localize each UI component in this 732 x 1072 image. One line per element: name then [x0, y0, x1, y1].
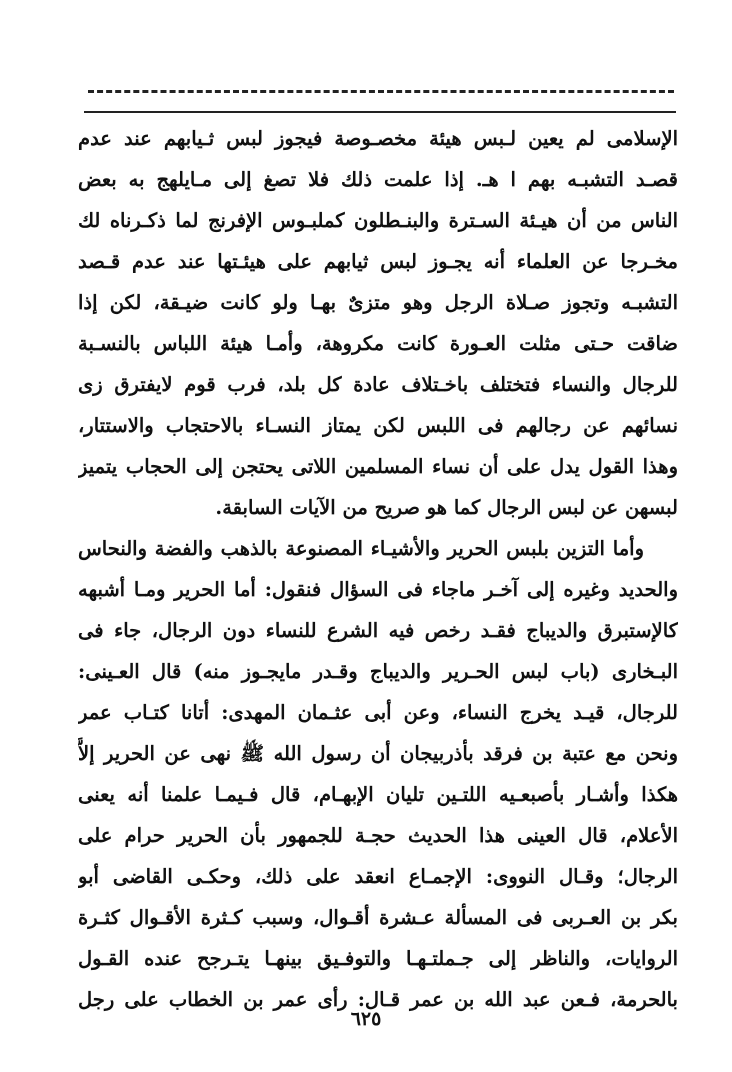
- text-line: ضاقت حـتى مثلت العـورة كانت مكروهة، وأمـا هيئة اللباس بالنسـبة: [78, 332, 678, 355]
- text-line: البـخارى (باب لبس الحـرير والديباج وقـدر مايجـوز منه) قال العـينى:: [78, 660, 678, 683]
- text-line: الروايات، والناظر إلى جـملتـهـا والتوفـيق بينهـا يتـرجح عنده القـول: [78, 947, 678, 970]
- text-line: بالحرمة، فـعن عبد الله بن عمر قـال: رأى عمر بن الخطاب على رجل: [78, 988, 678, 1011]
- paragraph-start-line: وأما التزين بلبس الحرير والأشيـاء المصنوعة بالذهب والفضة والنحاس: [78, 537, 644, 560]
- text-line: للرجال، قيـد يخرج النساء، وعن أبى عثـمان المهدى: أتانا كتـاب عمر: [78, 701, 678, 724]
- paragraph-end-line: لبسهن عن لبس الرجال كما هو صريح من الآيات السابقة.: [215, 496, 678, 519]
- text-line: بكر بن العـربى فى المسألة عـشرة أقـوال، وسبب كـثرة الأقـوال كثـرة: [78, 906, 678, 929]
- text-line: الرجال؛ وقـال النووى: الإجمـاع انعقد على ذلك، وحكـى القاضى أبو: [78, 865, 678, 888]
- text-line: قصـد التشبـه بهم ا هـ. إذا علمت ذلك فلا تصغ إلى مـايلهج به بعض: [78, 168, 678, 191]
- text-line: هكذا وأشـار بأصبعـيه اللتـين تليان الإبهـام، قال فـيمـا علمنا أنه يعنى: [78, 783, 678, 806]
- main-text-block: [78, 118, 678, 1020]
- text-line: التشبـه وتجوز صـلاة الرجل وهو متزىٌ بهـا ولو كانت ضيـقة، لكن إذا: [78, 291, 678, 314]
- text-line: نسائهم عن رجالهم فى اللبس لكن يمتاز النسـاء بالاحتجاب والاستتار،: [78, 414, 678, 437]
- text-line: كالإستبرق والديباج فقـد رخص فيه الشرع للنساء دون الرجال، جاء فى: [78, 619, 678, 642]
- text-line: الإسلامى لم يعين لـبس هيئة مخصـوصة فيجوز لبس ثـيابهم عند عدم: [78, 127, 678, 150]
- text-line: ونحن مع عتبة بن فرقد بأذربيجان أن رسول الله ﷺ نهى عن الحرير إلاَّ: [78, 742, 678, 765]
- dashed-header-rule: [88, 90, 674, 93]
- text-line: الناس من أن هيـئة السـترة والبنـطلون كملبـوس الإفرنج لما ذكـرناه لك: [78, 209, 678, 232]
- text-line: الأعلام، قال العينى هذا الحديث حجـة للجمهور بأن الحرير حرام على: [78, 824, 678, 847]
- text-line: والحديد وغيره إلى آخـر ماجاء فى السؤال فنقول: أما الحرير ومـا أشبهه: [78, 578, 678, 601]
- header-separator-line: [84, 111, 676, 113]
- text-line: للرجال والنساء فتختلف باخـتلاف عادة كل بلد، فرب قوم لايفترق زى: [78, 373, 678, 396]
- text-line: مخـرجا عن العلماء أنه يجـوز لبس ثيابهم على هيئـتها عند عدم قـصد: [78, 250, 678, 273]
- page-number: ٦٢٥: [350, 1008, 382, 1030]
- text-line: وهذا القول يدل على أن نساء المسلمين اللاتى يحتجن إلى الحجاب يتميز: [78, 455, 678, 478]
